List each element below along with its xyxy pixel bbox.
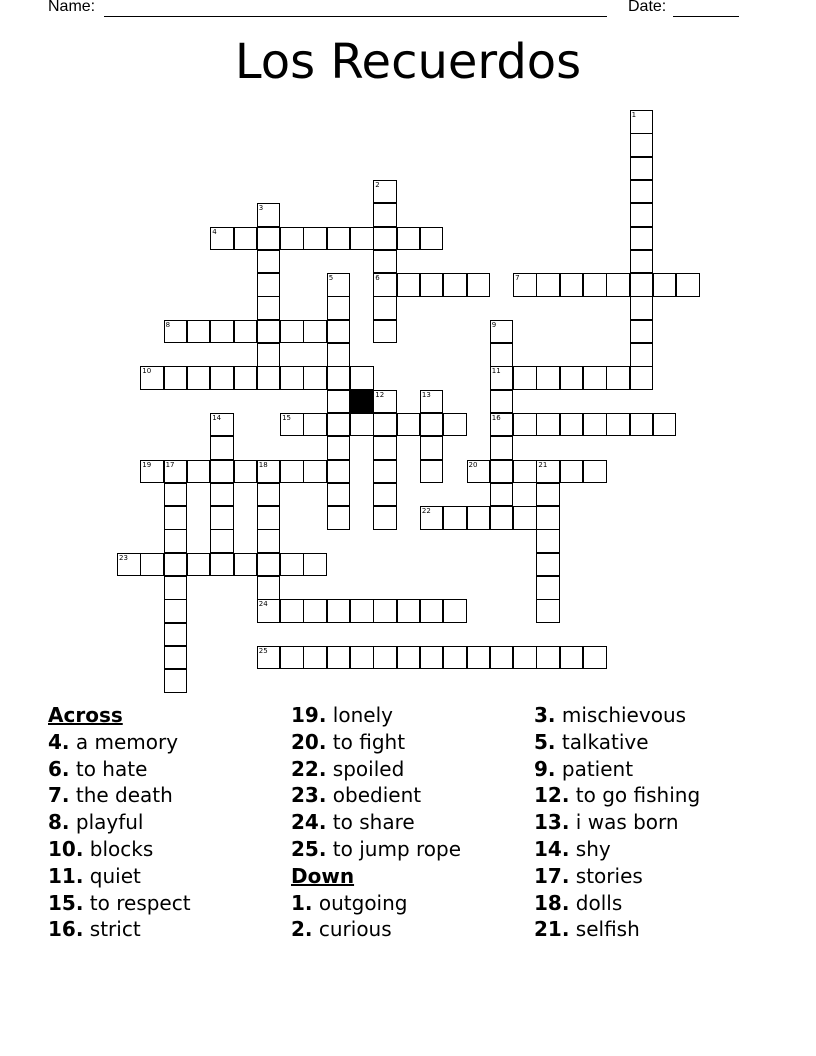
grid-cell[interactable] bbox=[327, 436, 351, 460]
clue-text: selfish bbox=[569, 917, 640, 942]
clue-number: 20 bbox=[468, 460, 478, 469]
clue-text: a memory bbox=[69, 729, 179, 754]
clue-text: strict bbox=[83, 917, 141, 942]
grid-cell[interactable] bbox=[280, 646, 304, 670]
clue-text: spoiled bbox=[326, 756, 405, 781]
grid-cell[interactable] bbox=[490, 436, 514, 460]
grid-cell[interactable] bbox=[350, 366, 374, 390]
clue-number: 14 bbox=[212, 413, 222, 422]
clue-number: 17 bbox=[165, 460, 175, 469]
grid-cell[interactable] bbox=[210, 436, 234, 460]
grid-cell[interactable] bbox=[210, 227, 234, 251]
clue-text: patient bbox=[555, 756, 634, 781]
grid-cell[interactable] bbox=[257, 273, 281, 297]
clue-down bbox=[534, 756, 700, 783]
clue-text: to respect bbox=[83, 890, 191, 915]
grid-cell[interactable] bbox=[210, 413, 234, 437]
clue-text: i was born bbox=[569, 810, 679, 835]
grid-cell[interactable] bbox=[373, 390, 397, 414]
clue-number-label: 22. bbox=[291, 756, 327, 781]
grid-cell[interactable] bbox=[560, 273, 584, 297]
clue-number-label: 12. bbox=[534, 783, 570, 808]
grid-cell[interactable] bbox=[630, 250, 654, 274]
grid-cell[interactable] bbox=[443, 646, 467, 670]
grid-cell[interactable] bbox=[327, 320, 351, 344]
clue-number: 7 bbox=[515, 274, 520, 283]
grid-cell[interactable] bbox=[536, 646, 560, 670]
clue-number-label: 17. bbox=[534, 863, 570, 888]
worksheet-header bbox=[48, 0, 748, 20]
clue-down bbox=[534, 702, 700, 729]
clue-text: playful bbox=[69, 810, 144, 835]
grid-cell[interactable] bbox=[676, 273, 700, 297]
grid-cell[interactable] bbox=[490, 320, 514, 344]
grid-cell[interactable] bbox=[303, 227, 327, 251]
grid-cell[interactable] bbox=[187, 460, 211, 484]
grid-cell[interactable] bbox=[373, 320, 397, 344]
grid-cell[interactable] bbox=[350, 413, 374, 437]
clue-number: 8 bbox=[165, 320, 171, 329]
grid-cell[interactable] bbox=[443, 599, 467, 623]
grid-cell[interactable] bbox=[536, 413, 560, 437]
grid-cell[interactable] bbox=[630, 296, 654, 320]
grid-cell[interactable] bbox=[373, 227, 397, 251]
grid-cell[interactable] bbox=[467, 506, 491, 530]
grid-cell[interactable] bbox=[513, 366, 537, 390]
clue-number: 19 bbox=[142, 460, 152, 469]
grid-cell[interactable] bbox=[280, 366, 304, 390]
clue-number: 1 bbox=[631, 111, 637, 119]
clue-text: lonely bbox=[326, 703, 393, 727]
grid-cell[interactable] bbox=[327, 296, 351, 320]
grid-cell[interactable] bbox=[327, 227, 351, 251]
grid-cell[interactable] bbox=[234, 227, 258, 251]
clue-number: 13 bbox=[421, 390, 431, 399]
clue-down bbox=[534, 890, 700, 917]
clue-number: 18 bbox=[258, 460, 268, 469]
grid-cell[interactable] bbox=[536, 460, 560, 484]
clue-text: talkative bbox=[555, 729, 649, 754]
grid-cell[interactable] bbox=[257, 250, 281, 274]
grid-cell[interactable] bbox=[187, 553, 211, 577]
grid-cell[interactable] bbox=[490, 390, 514, 414]
clue-text: to fight bbox=[326, 729, 406, 754]
grid-cell[interactable] bbox=[257, 460, 281, 484]
grid-cell[interactable] bbox=[350, 227, 374, 251]
grid-cell[interactable] bbox=[373, 436, 397, 460]
grid-cell[interactable] bbox=[630, 157, 654, 181]
clue-number-label: 23. bbox=[291, 783, 327, 808]
clue-down bbox=[534, 809, 700, 836]
grid-cell[interactable] bbox=[210, 320, 234, 344]
clue-column-3 bbox=[534, 702, 700, 943]
grid-cell[interactable] bbox=[490, 646, 514, 670]
clue-number-label: 14. bbox=[534, 836, 570, 861]
grid-cell[interactable] bbox=[210, 366, 234, 390]
grid-cell[interactable] bbox=[513, 646, 537, 670]
grid-cell[interactable] bbox=[443, 273, 467, 297]
clue-number: 4 bbox=[212, 227, 217, 236]
grid-cell[interactable] bbox=[490, 343, 514, 367]
clue-across bbox=[291, 809, 461, 836]
clue-down bbox=[534, 863, 700, 890]
grid-cell[interactable] bbox=[350, 599, 374, 623]
grid-cell[interactable] bbox=[420, 273, 444, 297]
grid-cell[interactable] bbox=[257, 646, 281, 670]
clue-number: 25 bbox=[258, 646, 268, 655]
grid-cell[interactable] bbox=[420, 390, 444, 414]
name-label: Name: bbox=[48, 0, 96, 15]
grid-cell[interactable] bbox=[536, 506, 560, 530]
clue-number: 11 bbox=[491, 367, 501, 376]
grid-cell[interactable] bbox=[280, 599, 304, 623]
clue-down bbox=[534, 782, 700, 809]
clue-section-heading: Across bbox=[48, 703, 123, 727]
grid-cell[interactable] bbox=[630, 203, 654, 227]
clue-text: quiet bbox=[83, 863, 141, 888]
grid-cell[interactable] bbox=[373, 296, 397, 320]
grid-cell[interactable] bbox=[420, 506, 444, 530]
grid-cell[interactable] bbox=[373, 250, 397, 274]
grid-cell[interactable] bbox=[327, 646, 351, 670]
clue-number-label: 3. bbox=[534, 703, 556, 727]
grid-cell[interactable] bbox=[397, 599, 421, 623]
grid-cell[interactable] bbox=[606, 366, 630, 390]
grid-cell[interactable] bbox=[373, 506, 397, 530]
clue-number: 10 bbox=[142, 367, 152, 376]
grid-cell[interactable] bbox=[513, 273, 537, 297]
grid-cell[interactable] bbox=[397, 646, 421, 670]
grid-cell[interactable] bbox=[513, 506, 537, 530]
grid-cell[interactable] bbox=[140, 553, 164, 577]
grid-cell[interactable] bbox=[164, 529, 188, 553]
clue-number: 5 bbox=[328, 274, 334, 283]
clue-across bbox=[48, 836, 191, 863]
grid-cell[interactable] bbox=[164, 460, 188, 484]
grid-cell[interactable] bbox=[280, 227, 304, 251]
grid-cell[interactable] bbox=[187, 320, 211, 344]
grid-cell[interactable] bbox=[630, 227, 654, 251]
clue-number-label: 24. bbox=[291, 810, 327, 835]
grid-cell[interactable] bbox=[327, 413, 351, 437]
grid-cell[interactable] bbox=[164, 366, 188, 390]
clue-text: outgoing bbox=[312, 890, 408, 915]
grid-cell[interactable] bbox=[257, 366, 281, 390]
clue-text: blocks bbox=[83, 836, 154, 861]
clue-text: to hate bbox=[69, 756, 148, 781]
grid-cell[interactable] bbox=[467, 646, 491, 670]
grid-cell[interactable] bbox=[630, 180, 654, 204]
grid-cell[interactable] bbox=[257, 599, 281, 623]
clue-across bbox=[48, 809, 191, 836]
grid-cell[interactable] bbox=[490, 366, 514, 390]
clue-column-1 bbox=[48, 702, 191, 943]
grid-cell[interactable] bbox=[606, 273, 630, 297]
clue-number-label: 5. bbox=[534, 729, 556, 754]
grid-cell[interactable] bbox=[210, 483, 234, 507]
grid-cell[interactable] bbox=[187, 366, 211, 390]
grid-cell[interactable] bbox=[630, 110, 654, 134]
clue-number: 9 bbox=[491, 320, 497, 329]
grid-cell[interactable] bbox=[653, 273, 677, 297]
grid-cell[interactable] bbox=[164, 576, 188, 600]
grid-cell[interactable] bbox=[653, 413, 677, 437]
grid-cell[interactable] bbox=[234, 460, 258, 484]
grid-cell[interactable] bbox=[536, 483, 560, 507]
clue-number: 3 bbox=[258, 204, 264, 213]
clue-across bbox=[291, 702, 461, 729]
grid-cell[interactable] bbox=[303, 646, 327, 670]
grid-cell[interactable] bbox=[164, 669, 188, 693]
clue-number-label: 16. bbox=[48, 917, 84, 942]
clue-number: 16 bbox=[491, 413, 501, 422]
grid-cell[interactable] bbox=[490, 413, 514, 437]
grid-cell[interactable] bbox=[280, 413, 304, 437]
grid-cell[interactable] bbox=[583, 366, 607, 390]
clue-number-label: 9. bbox=[534, 756, 556, 781]
clue-across bbox=[48, 729, 191, 756]
clue-across bbox=[48, 890, 191, 917]
clue-across bbox=[291, 729, 461, 756]
clue-down bbox=[291, 916, 461, 943]
grid-cell[interactable] bbox=[630, 273, 654, 297]
name-field[interactable] bbox=[104, 16, 607, 17]
grid-cell[interactable] bbox=[327, 390, 351, 414]
clue-text: to go fishing bbox=[569, 783, 701, 808]
date-field[interactable] bbox=[673, 16, 739, 17]
clue-number-label: 6. bbox=[48, 756, 70, 781]
grid-cell[interactable] bbox=[420, 227, 444, 251]
grid-cell[interactable] bbox=[210, 529, 234, 553]
grid-cell[interactable] bbox=[327, 506, 351, 530]
clue-across bbox=[48, 756, 191, 783]
grid-cell[interactable] bbox=[210, 506, 234, 530]
clue-number: 24 bbox=[258, 600, 268, 609]
grid-cell[interactable] bbox=[420, 646, 444, 670]
grid-cell[interactable] bbox=[234, 553, 258, 577]
grid-cell[interactable] bbox=[327, 343, 351, 367]
clue-across bbox=[48, 782, 191, 809]
grid-cell[interactable] bbox=[420, 413, 444, 437]
grid-cell[interactable] bbox=[443, 506, 467, 530]
grid-cell[interactable] bbox=[630, 133, 654, 157]
grid-cell[interactable] bbox=[280, 460, 304, 484]
grid-cell[interactable] bbox=[536, 576, 560, 600]
grid-cell[interactable] bbox=[467, 273, 491, 297]
clue-text: dolls bbox=[569, 890, 623, 915]
date-label: Date: bbox=[628, 0, 667, 15]
clue-text: to share bbox=[326, 810, 415, 835]
clue-down bbox=[534, 729, 700, 756]
grid-cell[interactable] bbox=[257, 506, 281, 530]
clue-number: 12 bbox=[375, 390, 385, 399]
grid-cell[interactable] bbox=[280, 320, 304, 344]
grid-cell[interactable] bbox=[303, 553, 327, 577]
black-cell bbox=[350, 390, 374, 414]
grid-cell[interactable] bbox=[467, 460, 491, 484]
grid-cell[interactable] bbox=[397, 413, 421, 437]
grid-cell[interactable] bbox=[490, 506, 514, 530]
grid-cell[interactable] bbox=[373, 599, 397, 623]
clue-section-heading: Down bbox=[291, 863, 355, 888]
grid-cell[interactable] bbox=[536, 599, 560, 623]
clue-number-label: 18. bbox=[534, 890, 570, 915]
clue-text: obedient bbox=[326, 783, 422, 808]
grid-cell[interactable] bbox=[303, 460, 327, 484]
grid-cell[interactable] bbox=[560, 646, 584, 670]
grid-cell[interactable] bbox=[420, 599, 444, 623]
grid-cell[interactable] bbox=[536, 529, 560, 553]
grid-cell[interactable] bbox=[583, 273, 607, 297]
grid-cell[interactable] bbox=[397, 273, 421, 297]
grid-cell[interactable] bbox=[257, 296, 281, 320]
grid-cell[interactable] bbox=[210, 460, 234, 484]
grid-cell[interactable] bbox=[420, 460, 444, 484]
grid-cell[interactable] bbox=[536, 273, 560, 297]
grid-cell[interactable] bbox=[536, 553, 560, 577]
grid-cell[interactable] bbox=[583, 413, 607, 437]
clue-across bbox=[291, 836, 461, 863]
grid-cell[interactable] bbox=[234, 366, 258, 390]
grid-cell[interactable] bbox=[583, 460, 607, 484]
clue-across bbox=[48, 916, 191, 943]
clue-text: stories bbox=[569, 863, 643, 888]
grid-cell[interactable] bbox=[630, 366, 654, 390]
clue-text: the death bbox=[69, 783, 173, 808]
grid-cell[interactable] bbox=[606, 413, 630, 437]
grid-cell[interactable] bbox=[257, 576, 281, 600]
grid-cell[interactable] bbox=[140, 460, 164, 484]
grid-cell[interactable] bbox=[257, 483, 281, 507]
grid-cell[interactable] bbox=[164, 483, 188, 507]
grid-cell[interactable] bbox=[327, 366, 351, 390]
grid-cell[interactable] bbox=[536, 366, 560, 390]
grid-cell[interactable] bbox=[327, 273, 351, 297]
grid-cell[interactable] bbox=[490, 460, 514, 484]
grid-cell[interactable] bbox=[513, 413, 537, 437]
grid-cell[interactable] bbox=[327, 460, 351, 484]
clue-down bbox=[534, 916, 700, 943]
grid-cell[interactable] bbox=[373, 203, 397, 227]
clue-number-label: 13. bbox=[534, 810, 570, 835]
grid-cell[interactable] bbox=[373, 413, 397, 437]
clue-number: 22 bbox=[421, 507, 431, 516]
grid-cell[interactable] bbox=[327, 599, 351, 623]
clue-text: shy bbox=[569, 836, 611, 861]
clue-number: 21 bbox=[538, 460, 548, 469]
clue-across bbox=[48, 863, 191, 890]
grid-cell[interactable] bbox=[257, 553, 281, 577]
page-title: Los Recuerdos bbox=[234, 34, 582, 90]
clue-number: 2 bbox=[375, 180, 380, 189]
clue-column-2 bbox=[291, 702, 461, 943]
grid-cell[interactable] bbox=[303, 599, 327, 623]
grid-cell[interactable] bbox=[140, 366, 164, 390]
clue-number-label: 19. bbox=[291, 703, 327, 727]
clue-across bbox=[291, 756, 461, 783]
clue-number-label: 25. bbox=[291, 836, 327, 861]
clue-number: 6 bbox=[375, 274, 380, 283]
clue-across bbox=[291, 782, 461, 809]
grid-cell[interactable] bbox=[117, 553, 141, 577]
grid-cell[interactable] bbox=[257, 203, 281, 227]
clue-number-label: 7. bbox=[48, 783, 70, 808]
grid-cell[interactable] bbox=[280, 553, 304, 577]
clue-text: mischievous bbox=[555, 703, 687, 727]
clue-number-label: 2. bbox=[291, 917, 313, 942]
grid-cell[interactable] bbox=[443, 413, 467, 437]
grid-cell[interactable] bbox=[560, 413, 584, 437]
grid-cell[interactable] bbox=[164, 553, 188, 577]
grid-cell[interactable] bbox=[630, 320, 654, 344]
grid-cell[interactable] bbox=[257, 343, 281, 367]
grid-cell[interactable] bbox=[164, 320, 188, 344]
clue-number-label: 10. bbox=[48, 836, 84, 861]
grid-cell[interactable] bbox=[373, 180, 397, 204]
clue-number-label: 1. bbox=[291, 890, 313, 915]
grid-cell[interactable] bbox=[583, 646, 607, 670]
grid-cell[interactable] bbox=[513, 460, 537, 484]
grid-cell[interactable] bbox=[257, 320, 281, 344]
grid-cell[interactable] bbox=[397, 227, 421, 251]
grid-cell[interactable] bbox=[350, 646, 374, 670]
grid-cell[interactable] bbox=[164, 646, 188, 670]
clue-number-label: 11. bbox=[48, 863, 84, 888]
clue-number: 15 bbox=[282, 413, 292, 422]
grid-cell[interactable] bbox=[630, 343, 654, 367]
grid-cell[interactable] bbox=[257, 529, 281, 553]
grid-cell[interactable] bbox=[373, 646, 397, 670]
clue-text: curious bbox=[312, 917, 392, 942]
grid-cell[interactable] bbox=[560, 366, 584, 390]
grid-cell[interactable] bbox=[327, 483, 351, 507]
grid-cell[interactable] bbox=[373, 460, 397, 484]
grid-cell[interactable] bbox=[164, 623, 188, 647]
grid-cell[interactable] bbox=[164, 599, 188, 623]
grid-cell[interactable] bbox=[257, 227, 281, 251]
clue-number-label: 15. bbox=[48, 890, 84, 915]
grid-cell[interactable] bbox=[373, 483, 397, 507]
grid-cell[interactable] bbox=[560, 460, 584, 484]
grid-cell[interactable] bbox=[210, 553, 234, 577]
grid-cell[interactable] bbox=[303, 413, 327, 437]
grid-cell[interactable] bbox=[630, 413, 654, 437]
grid-cell[interactable] bbox=[234, 320, 258, 344]
clue-number-label: 20. bbox=[291, 729, 327, 754]
clue-text: to jump rope bbox=[326, 836, 462, 861]
grid-cell[interactable] bbox=[490, 483, 514, 507]
grid-cell[interactable] bbox=[164, 506, 188, 530]
grid-cell[interactable] bbox=[303, 320, 327, 344]
grid-cell[interactable] bbox=[420, 436, 444, 460]
clue-down bbox=[534, 836, 700, 863]
clue-down bbox=[291, 890, 461, 917]
clue-number: 23 bbox=[119, 553, 128, 562]
grid-cell[interactable] bbox=[373, 273, 397, 297]
grid-cell[interactable] bbox=[303, 366, 327, 390]
clue-number-label: 4. bbox=[48, 729, 70, 754]
clue-number-label: 21. bbox=[534, 917, 570, 942]
clue-number-label: 8. bbox=[48, 810, 70, 835]
